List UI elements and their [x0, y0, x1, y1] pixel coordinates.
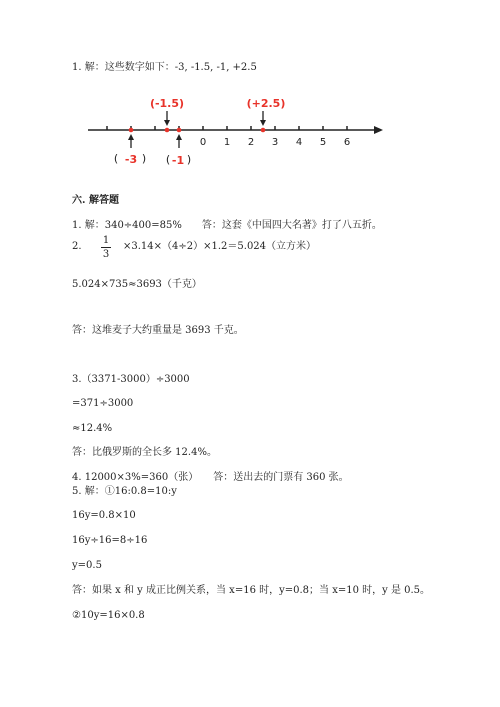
- q1-header: 1. 解：这些数字如下：-3, -1.5, -1, +2.5: [72, 62, 257, 73]
- tick-label-3: 3: [271, 137, 279, 148]
- label-minus-1-open: (: [165, 153, 171, 166]
- section-title: 六. 解答题: [72, 195, 119, 206]
- arrow-up-icon: [128, 134, 134, 140]
- arrow-up-icon: [176, 134, 182, 140]
- arrow-down-icon: [164, 120, 170, 126]
- label-plus-2-5: (+2.5): [246, 97, 286, 110]
- tick-label-4: 4: [295, 137, 303, 148]
- label-minus-3-open: (: [113, 152, 119, 165]
- label-minus-3-value: -3: [124, 153, 138, 166]
- answer-5-conclusion: 答：如果 x 和 y 成正比例关系，当 x=16 时，y=0.8；当 x=10 时，y 是 0.5。: [72, 585, 431, 596]
- point-plus-2-5: [261, 128, 266, 133]
- tick-label-6: 6: [343, 137, 351, 148]
- answer-3-conclusion: 答：比俄罗斯的全长多 12.4%。: [72, 447, 217, 458]
- fraction-one-third: [101, 235, 111, 260]
- answer-2-prefix: 2.: [72, 241, 82, 252]
- answer-5-line-1: 5. 解：①16:0.8=10:y: [72, 486, 177, 497]
- fraction-numerator: 1: [102, 235, 110, 246]
- tick-label-0: 0: [199, 137, 207, 148]
- answer-3-line-1: 3.（3371-3000）÷3000: [72, 374, 190, 385]
- answer-3-line-3: ≈12.4%: [72, 423, 113, 434]
- point-minus-1-5: [165, 128, 170, 133]
- point-minus-3: [129, 128, 134, 133]
- answer-2-expression: ×3.14×（4÷2）×1.2＝5.024（立方米）: [123, 241, 317, 252]
- answer-5-line-3: 16y÷16=8÷16: [72, 535, 148, 546]
- answer-2-conclusion: 答：这堆麦子大约重量是 3693 千克。: [72, 325, 244, 336]
- fraction-denominator: 3: [102, 249, 110, 260]
- axis-arrow-icon: [374, 126, 383, 134]
- label-minus-1-5: (-1.5): [149, 97, 185, 110]
- answer-5-line-4: y=0.5: [72, 560, 102, 571]
- label-minus-3-close: ): [141, 152, 147, 165]
- point-minus-1: [177, 128, 182, 133]
- answer-4: 4. 12000×3%=360（张） 答：送出去的门票有 360 张。: [72, 472, 349, 483]
- tick-label-2: 2: [247, 137, 255, 148]
- label-minus-1-close: ): [186, 153, 192, 166]
- tick-label-1: 1: [223, 137, 231, 148]
- arrow-down-icon: [260, 120, 266, 126]
- answer-1: 1. 解：340÷400=85% 答：这套《中国四大名著》打了八五折。: [72, 220, 382, 231]
- answer-2-line-2: 5.024×735≈3693（千克）: [72, 279, 202, 290]
- label-minus-1-value: -1: [171, 154, 185, 167]
- answer-5-line-5: ②10y=16×0.8: [72, 610, 145, 621]
- answer-5-line-2: 16y=0.8×10: [72, 510, 136, 521]
- number-line-figure: [0, 95, 500, 185]
- fraction-bar: [101, 247, 111, 248]
- answer-3-line-2: =371÷3000: [72, 398, 134, 409]
- tick-label-5: 5: [319, 137, 327, 148]
